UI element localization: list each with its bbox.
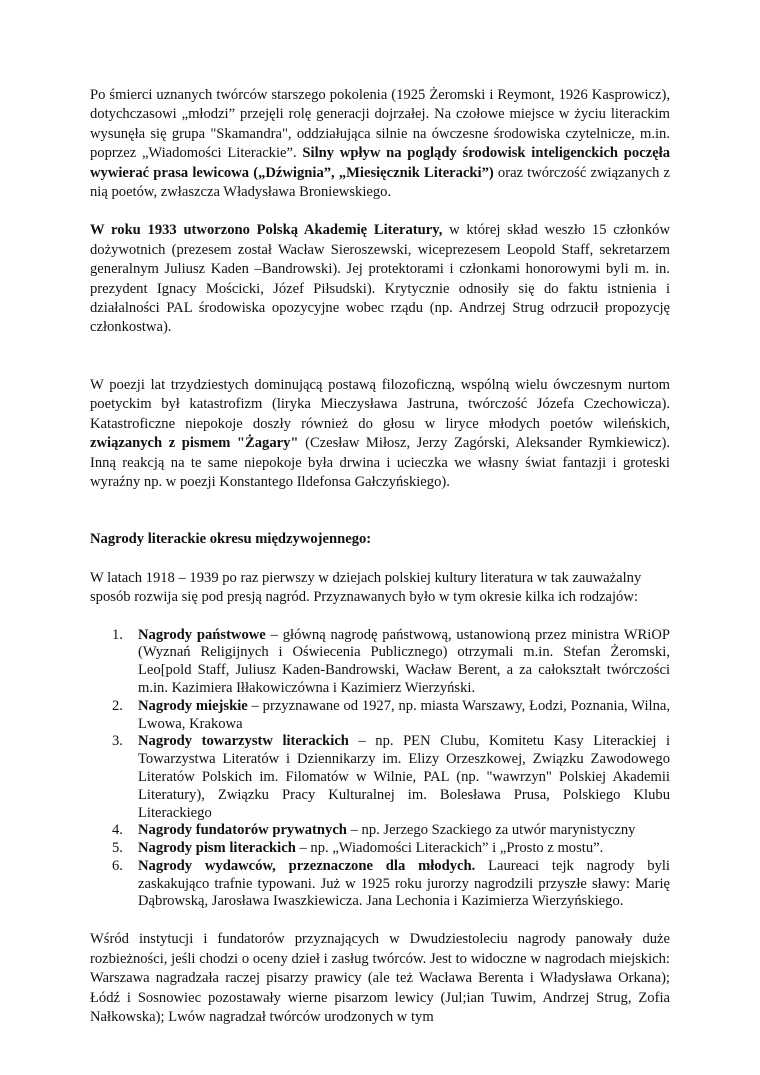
list-item <box>90 858 670 911</box>
bold-phrase: W roku 1933 utworzono Polską Akademię Literatury, <box>90 222 443 239</box>
list-item-text: – np. „Wiadomości Literackich” i „Prosto z mostu”. <box>295 840 604 857</box>
paragraph-text: oraz twórczość związanych z nią poetów, zwłaszcza Władysława Broniewskiego. <box>90 164 670 201</box>
list-number: 4. <box>112 822 123 839</box>
paragraph-institutions: Wśród instytucji i fundatorów przyznających w Dwudziestoleciu nagrody panowały duże rozbieżności, jeśli chodzi o oceny dzieł i zasług twórców. Jest to widoczne w nagrodach miejskich: Warszawa nagradzała raczej pisarzy prawicy (ale też Wacława Berenta i Władysława Orkana); Łódź i Sosnowiec pozostawały wierne pisarzom lewicy (Jul;ian Tuwim, Andrzej Strug, Zofia Nałkowska); Lwów nagradzał twórców urodzonych w tym <box>90 931 670 1025</box>
list-item-title: Nagrody fundatorów prywatnych <box>138 822 347 839</box>
paragraph-pal <box>90 221 670 337</box>
bold-phrase: związanych z pismem "Żagary" <box>90 435 299 452</box>
list-item-title: Nagrody towarzystw literackich <box>138 733 349 750</box>
document-page <box>90 86 670 1027</box>
list-item <box>90 698 670 734</box>
list-item-text: Laureaci tejk nagrody byli zaskakująco trafnie typowani. Już w 1925 roku jurorzy nagrodzili przyszłe sławy: Marię Dąbrowską, Jarosława Iwaszkiewicza. Jana Lechonia i Kazimierza Wierzyńskiego. <box>138 857 670 910</box>
list-item-text: – np. PEN Clubu, Komitetu Kasy Literackiej i Towarzystwa Literatów i Dziennikarzy im. Elizy Orzeszkowej, Związku Zawodowego Literatów Polskich im. Filomatów w Wilnie, PAL (np. "wawrzyn" Polskiej Akademii Literatury), Związku Pracy Kulturalnej im. Bolesława Prusa, Polskiego Klubu Literackiego <box>138 733 671 821</box>
paragraph-skamander <box>90 86 670 202</box>
paragraph-text: w której skład weszło 15 członków dożywotnich (prezesem został Wacław Sieroszewski, wiceprezesem Leopold Staff, sekretarzem generalnym Juliusz Kaden –Bandrowski). Jej protektorami i członkami honorowymi byli m. in. prezydent Ignacy Mościcki, Józef Piłsudski). Krytycznie odnosiły się do faktu istnienia i działalności PAL środowiska opozycyjne wobec rządu (np. Andrzej Strug odrzucił propozycję członkostwa). <box>90 222 670 336</box>
list-item <box>90 840 670 858</box>
paragraph-text: (Czesław Miłosz, Jerzy Zagórski, Aleksander Rymkiewicz). Inną reakcją na te same niepokoje była drwina i ucieczka we własny świat fantazji i groteski wyraźny np. w poezji Konstantego Ildefonsa Gałczyńskiego). <box>90 435 670 490</box>
list-number: 1. <box>112 626 123 643</box>
list-item <box>90 822 670 840</box>
list-item <box>90 733 670 822</box>
list-number: 2. <box>112 697 123 714</box>
list-item-title: Nagrody państwowe <box>138 626 266 643</box>
awards-list <box>90 627 670 912</box>
list-number: 3. <box>112 733 123 750</box>
list-item-title: Nagrody pism literackich <box>138 840 296 857</box>
bold-phrase: Silny wpływ na poglądy środowisk inteligenckich poczęła wywierać prasa lewicowa („Dźwignia”, „Miesięcznik Literacki”) <box>90 145 670 181</box>
paragraph-intro: W latach 1918 – 1939 po raz pierwszy w dziejach polskiej kultury literatura w tak zauważalny sposób rozwija się pod presją nagród. Przyznawanych było w tym okresie kilka ich rodzajów: <box>90 569 642 606</box>
list-item-title: Nagrody wydawców, przeznaczone dla młodych. <box>138 857 476 874</box>
paragraph-poetry <box>90 376 670 492</box>
list-item-text: – np. Jerzego Szackiego za utwór marynistyczny <box>346 822 636 839</box>
list-item-text: – główną nagrodę państwową, ustanowioną przez ministra WRiOP (Wyznań Religijnych i Oświecenia Publicznego) otrzymali m.in. Stefan Żeromski, Leo[pold Staff, Juliusz Kaden-Bandrowski, Wacław Berent, a za całokształt twórczości m.in. Kazimiera Iłłakowiczówna i Kazimierz Wierzyński. <box>138 626 670 696</box>
list-item-title: Nagrody miejskie <box>138 697 248 714</box>
paragraph-text: Po śmierci uznanych twórców starszego pokolenia (1925 Żeromski i Reymont, 1926 Kasprowicz), dotychczasowi „młodzi” przejęli rolę generacji dojrzałej. Na czołowe miejsce w życiu literackim wysunęła się grupa "Skamandra", oddziałująca silnie na ówczesne środowiska czytelnicze, m.in. poprzez „Wiadomości Literackie”. <box>90 87 670 162</box>
list-item <box>90 627 670 698</box>
list-item-text: – przyznawane od 1927, np. miasta Warszawy, Łodzi, Poznania, Wilna, Lwowa, Krakowa <box>138 697 670 732</box>
section-heading: Nagrody literackie okresu międzywojennego: <box>90 531 372 548</box>
list-number: 5. <box>112 840 123 857</box>
paragraph-text: W poezji lat trzydziestych dominującą postawą filozoficzną, wspólną wielu ówczesnym nurtom poetyckim był katastrofizm (liryka Mieczysława Jastruna, twórczość Józefa Czechowicza). Katastroficzne niepokoje doszły również do głosu w liryce młodych poetów wileńskich, <box>90 376 670 432</box>
list-number: 6. <box>112 857 123 874</box>
